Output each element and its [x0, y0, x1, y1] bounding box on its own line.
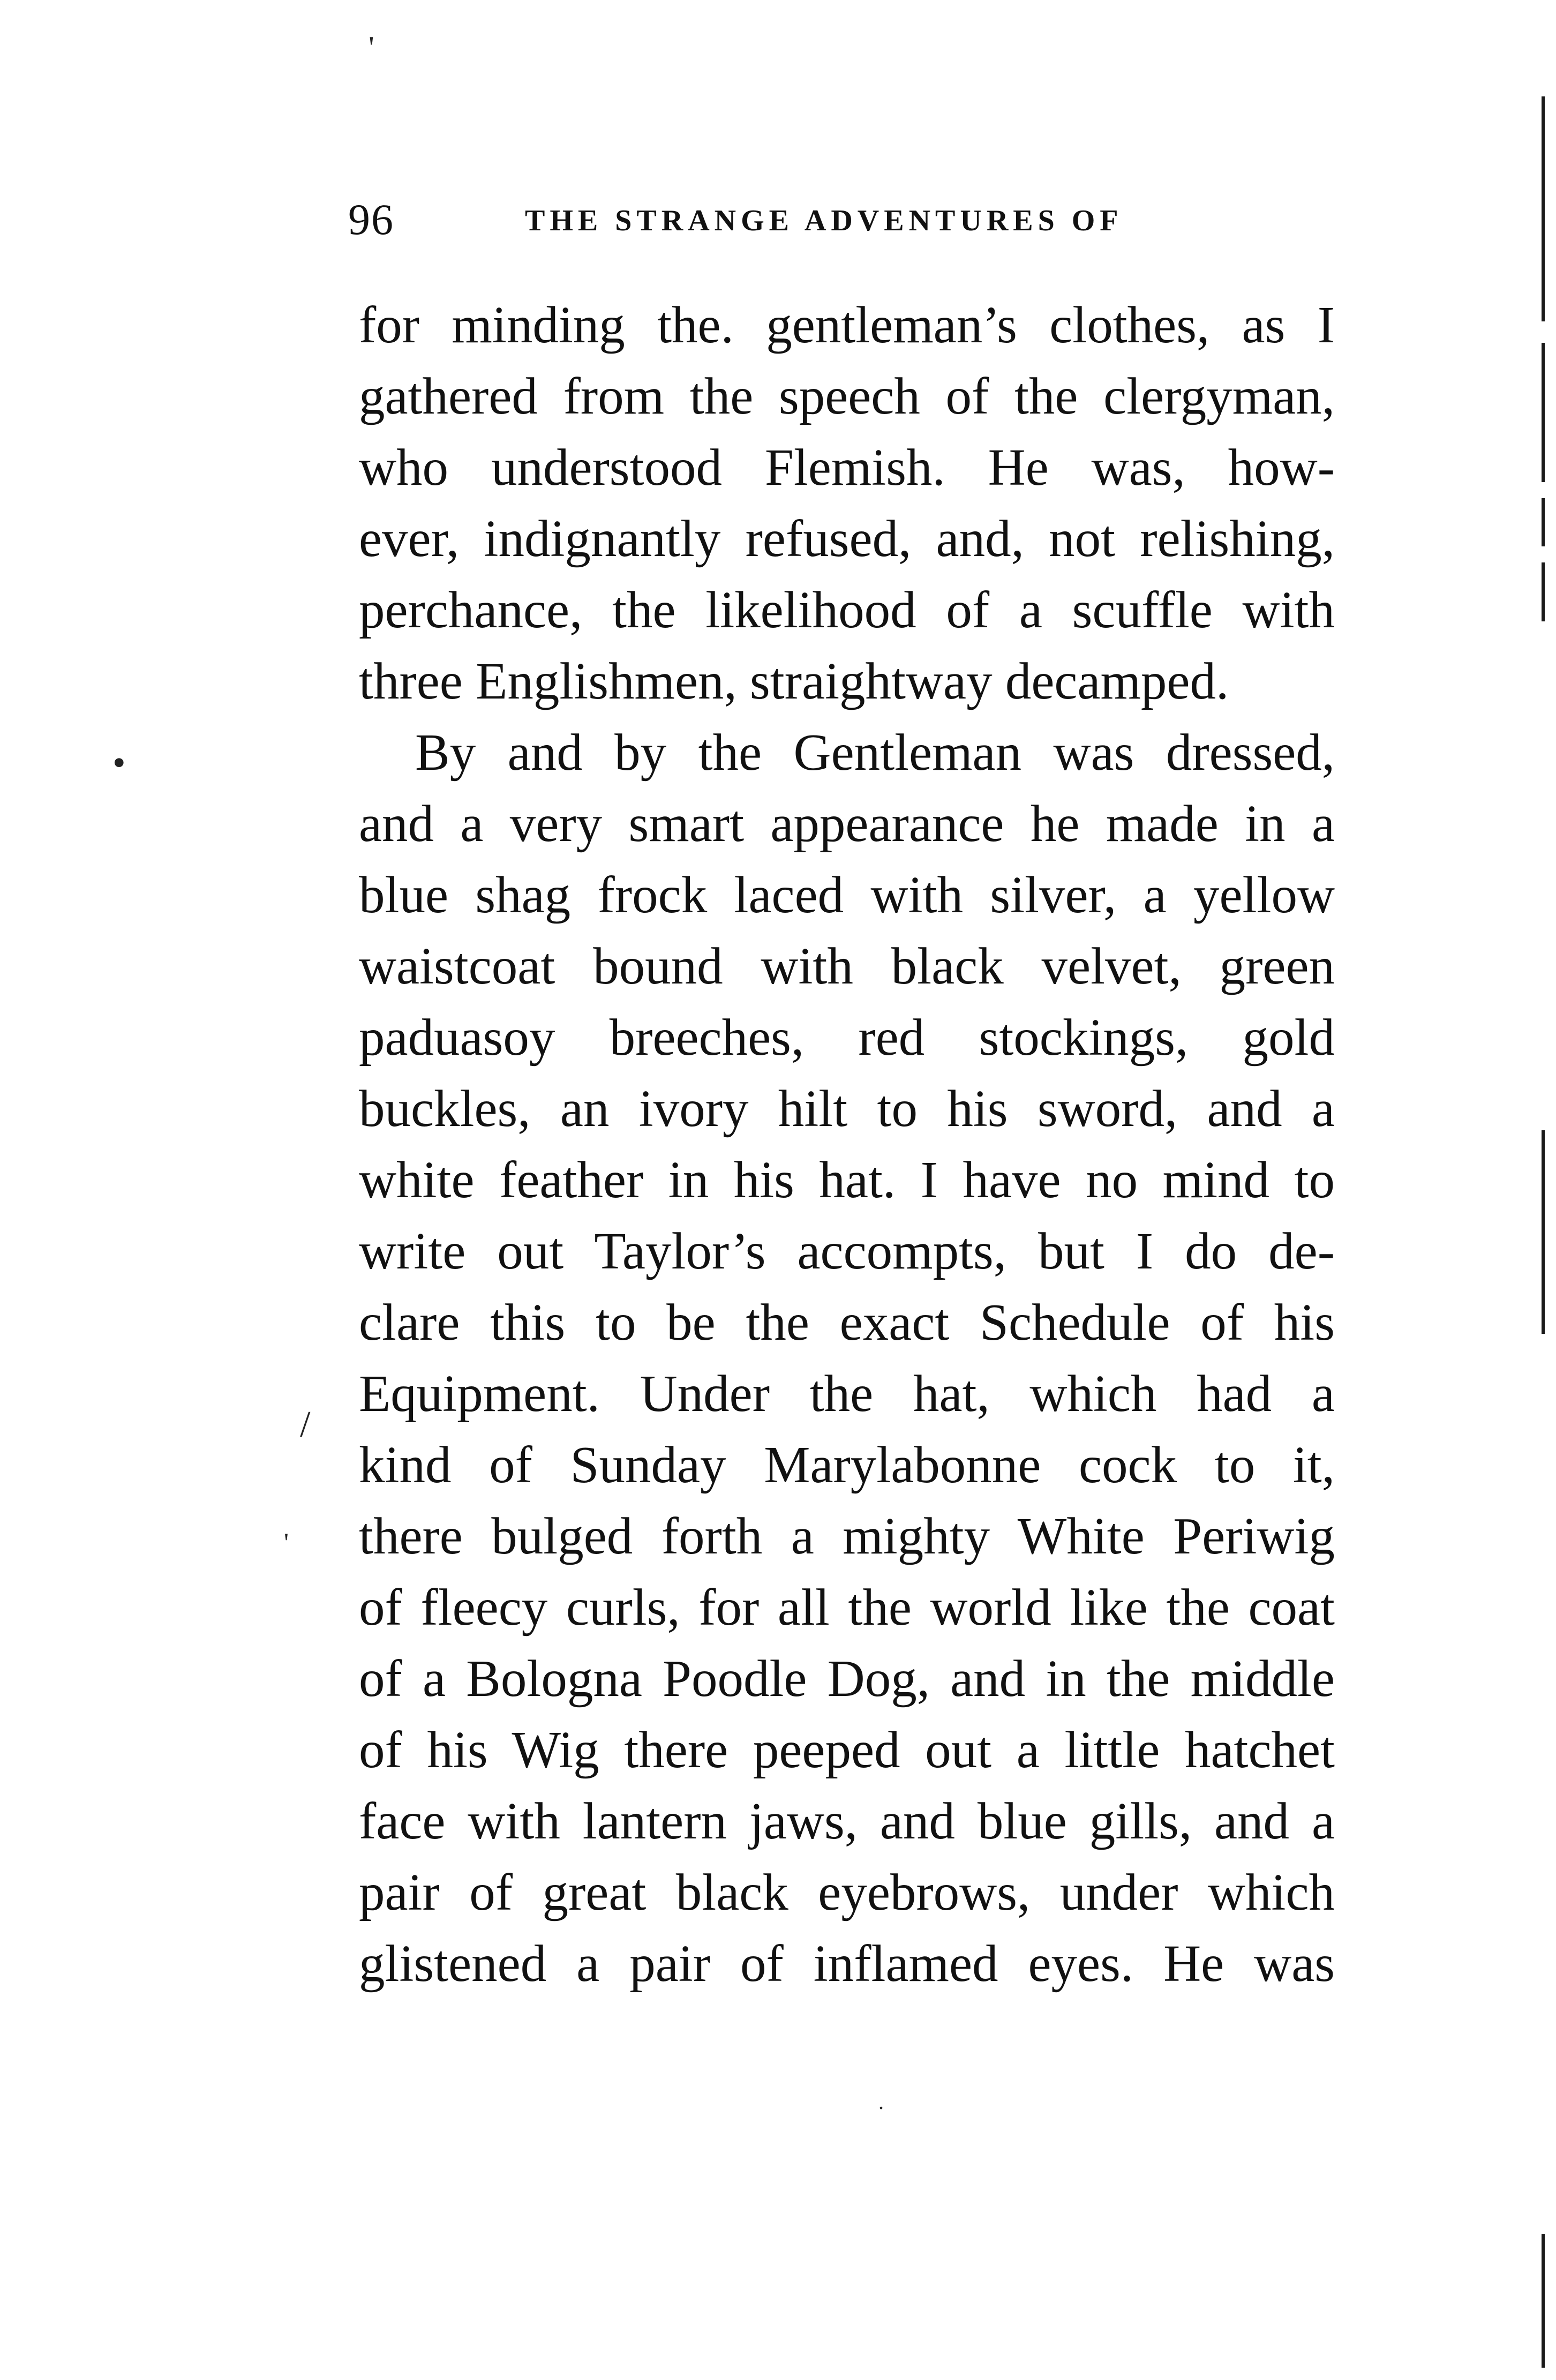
text-line: of his Wig there peeped out a little hatchet — [359, 1721, 1335, 1778]
text-line: gathered from the speech of the clergyman, — [359, 367, 1335, 425]
text-line: pair of great black eyebrows, under which — [359, 1864, 1335, 1921]
page-edge-rule — [1542, 343, 1545, 482]
text-line: kind of Sunday Marylabonne cock to it, — [359, 1436, 1335, 1493]
running-title: THE STRANGE ADVENTURES OF — [525, 204, 1123, 237]
stray-mark: / — [300, 1404, 311, 1445]
text-line: blue shag frock laced with silver, a yellow — [359, 866, 1335, 924]
page-edge-rule — [1542, 498, 1545, 546]
page-edge-rule — [1542, 2234, 1545, 2368]
text-line: and a very smart appearance he made in a — [359, 795, 1335, 852]
text-line: there bulged forth a mighty White Periwig — [359, 1507, 1335, 1565]
text-line: paduasoy breeches, red stockings, gold — [359, 1009, 1335, 1066]
page-number: 96 — [348, 195, 394, 244]
page-edge-rule — [1542, 562, 1545, 621]
stray-mark: ' — [284, 1527, 289, 1557]
text-line: for minding the. gentleman’s clothes, as I — [359, 296, 1335, 354]
text-line: buckles, an ivory hilt to his sword, and a — [359, 1080, 1335, 1137]
stray-mark: • — [112, 742, 126, 784]
text-line: of fleecy curls, for all the world like the coat — [359, 1579, 1335, 1636]
text-line: ever, indignantly refused, and, not relishing, — [359, 510, 1335, 567]
page-edge-rule — [1542, 1130, 1545, 1334]
body-text — [359, 289, 1335, 1999]
text-line: three Englishmen, straightway decamped. — [359, 652, 1229, 710]
text-line: waistcoat bound with black velvet, green — [359, 937, 1335, 995]
text-line: white feather in his hat. I have no mind to — [359, 1151, 1335, 1208]
stray-mark: ' — [369, 30, 374, 65]
text-line: By and by the Gentleman was dressed, — [415, 724, 1335, 781]
text-line: write out Taylor’s accompts, but I do de- — [359, 1222, 1335, 1280]
text-line: clare this to be the exact Schedule of his — [359, 1294, 1335, 1351]
text-line: Equipment. Under the hat, which had a — [359, 1365, 1335, 1422]
text-line: who understood Flemish. He was, how- — [359, 439, 1335, 496]
text-line: perchance, the likelihood of a scuffle with — [359, 581, 1335, 639]
text-line: of a Bologna Poodle Dog, and in the middle — [359, 1650, 1335, 1707]
page-edge-rule — [1542, 96, 1545, 321]
running-head — [348, 190, 1339, 249]
text-line: face with lantern jaws, and blue gills, and a — [359, 1792, 1335, 1850]
text-line: glistened a pair of inflamed eyes. He was — [359, 1935, 1335, 1992]
stray-mark: . — [878, 2090, 884, 2114]
